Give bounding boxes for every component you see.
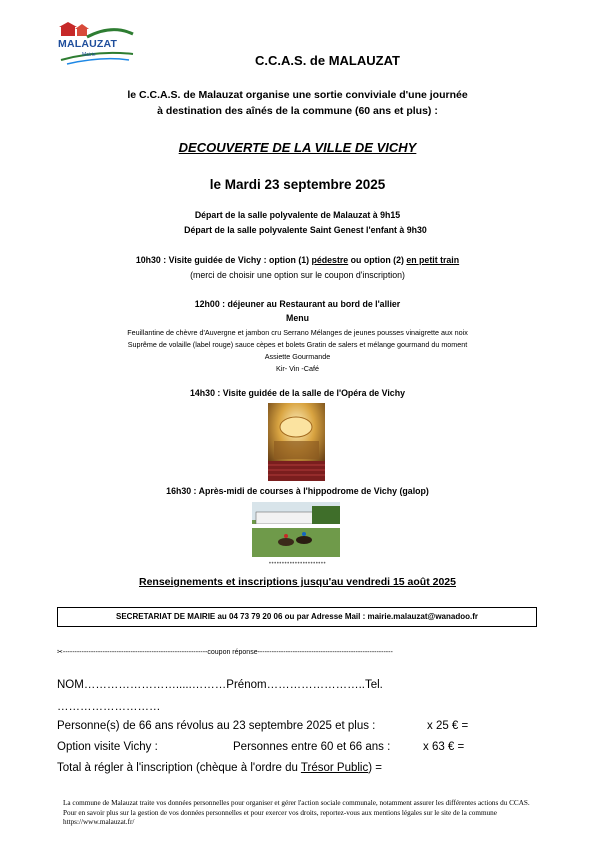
coupon-option-label: Option visite Vichy : (57, 741, 158, 753)
visit-prefix: 10h30 : Visite guidée de Vichy : option (1) (135, 255, 312, 265)
event-headline: DECOUVERTE DE LA VILLE DE VICHY (178, 140, 417, 155)
coupon-option-price: x 63 € = (423, 741, 465, 753)
coupon-persons-label: Personne(s) de 66 ans révolus au 23 septembre 2025 et plus : (57, 720, 376, 732)
intro-line-2: à destination des aînés de la commune (60 ans et plus) : (157, 105, 438, 117)
logo-name: MALAUZAT (58, 38, 118, 50)
registration-deadline: Renseignements et inscriptions jusqu'au vendredi 15 août 2025 (138, 576, 456, 588)
races-line: 16h30 : Après-midi de courses à l'hippodrome de Vichy (galop) (166, 486, 429, 496)
legal-notice: La commune de Malauzat traite vos données personnelles pour organiser et gérer l'action sociale communale, notamment assurer les différentes actions du CCAS. Pour en savoir plus sur la gestion de vos données personnelles et pour exercer vos droits, reportez-vous aux mentions légales sur le site de la commune https://www.malauzat.fr/ (63, 799, 530, 826)
coupon-dots-line: ……………………… (57, 701, 161, 713)
dot-separator: •••••••••••••••••••••• (268, 561, 327, 567)
event-date: le Mardi 23 septembre 2025 (209, 177, 386, 192)
menu-title: Menu (286, 313, 309, 323)
opera-photo (268, 403, 325, 481)
coupon-total-line (57, 762, 382, 774)
racecourse-photo (252, 502, 340, 557)
visit-note: (merci de choisir une option sur le coupon d'inscription) (190, 270, 405, 280)
visit-mid: ou option (2) (348, 255, 407, 265)
menu-line-3: Assiette Gourmande (264, 352, 331, 361)
contact-text: SECRETARIAT DE MAIRIE au 04 73 79 20 06 ou par Adresse Mail : mairie.malauzat@wanadoo.fr (116, 612, 478, 621)
page-title: C.C.A.S. de MALAUZAT (255, 53, 400, 68)
coupon-total-suffix: ) = (368, 762, 382, 774)
departure-1: Départ de la salle polyvalente de Malauzat à 9h15 (194, 210, 401, 220)
visit-option-1: pédestre (311, 255, 349, 265)
coupon-persons-price: x 25 € = (427, 720, 469, 732)
coupon-cut-line: ✂--------------------------------------------------------------coupon réponse---------------------------------------------------------- (57, 649, 393, 656)
lunch-line: 12h00 : déjeuner au Restaurant au bord de l'allier (194, 299, 401, 309)
visit-option-2: en petit train (406, 255, 460, 265)
departure-2: Départ de la salle polyvalente Saint Genest l'enfant à 9h30 (184, 225, 427, 235)
coupon-total-prefix: Total à régler à l'inscription (chèque à l'ordre du (57, 762, 301, 774)
contact-box (57, 607, 537, 627)
menu-line-4: Kir- Vin -Café (275, 364, 319, 373)
menu-line-2: Suprême de volaille (label rouge) sauce cèpes et bolets Gratin de salers et mélange gourmand du moment (127, 340, 468, 349)
coupon-total-payee: Trésor Public (300, 762, 369, 774)
visit-line (0, 255, 595, 265)
coupon-name-line: NOM…………………….....………Prénom……………………..Tel. (57, 679, 383, 691)
coupon-option-persons: Personnes entre 60 et 66 ans : (233, 741, 391, 753)
opera-line: 14h30 : Visite guidée de la salle de l'Opéra de Vichy (190, 388, 405, 398)
intro-line-1: le C.C.A.S. de Malauzat organise une sortie conviviale d'une journée (127, 89, 468, 101)
logo-subtitle: Mairie (82, 52, 96, 58)
menu-line-1: Feuillantine de chèvre d'Auvergne et jambon cru Serrano Mélanges de jeunes pousses vinaigrette aux noix (127, 328, 468, 337)
